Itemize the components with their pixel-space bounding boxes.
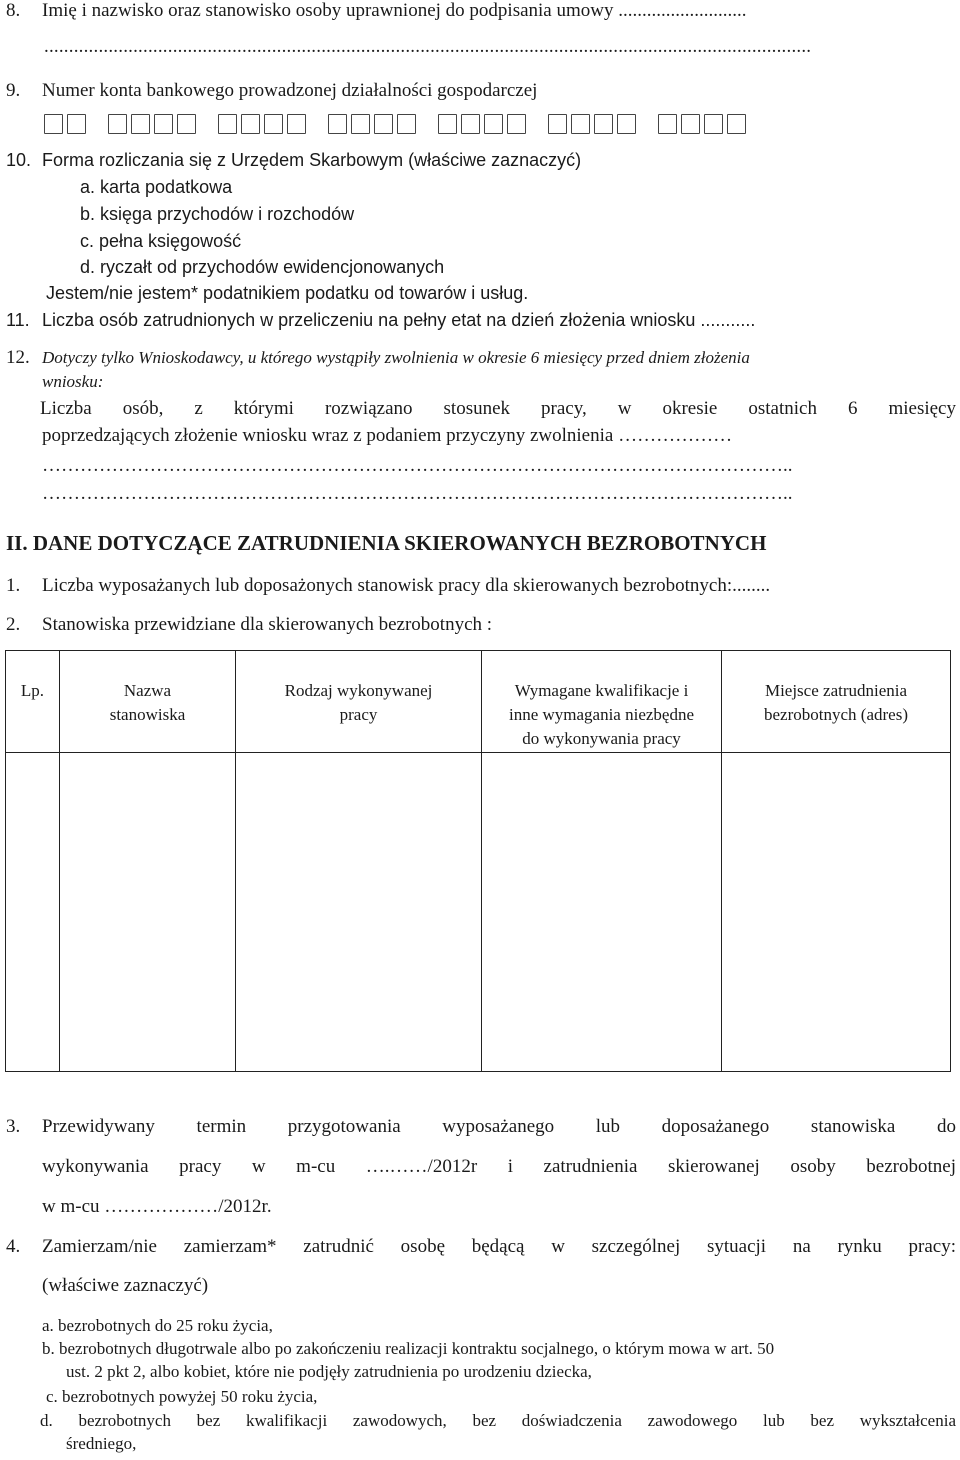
account-digit-box[interactable] [108, 114, 127, 134]
header-rodzaj-line-1: Rodzaj wykonywanej [284, 681, 433, 700]
account-box-group [44, 114, 90, 138]
item-8-text: Imię i nazwisko oraz stanowisko osoby uprawnionej do podpisania umowy ........................... [42, 0, 747, 21]
account-digit-box[interactable] [328, 114, 347, 134]
section-2-item-2-text: Stanowiska przewidziane dla skierowanych bezrobotnych : [42, 614, 493, 635]
special-group-option-a[interactable]: a. bezrobotnych do 25 roku życia, [42, 1316, 273, 1335]
item-8-fill-line[interactable]: ........................................................................................................................................................... [44, 36, 812, 57]
account-box-group [548, 114, 640, 138]
section-2-item-3-line-2[interactable]: wykonywania pracy w m-cu ….……/2012r i zatrudnienia skierowanej osoby bezrobotnej [42, 1156, 956, 1177]
account-digit-box[interactable] [727, 114, 746, 134]
account-digit-box[interactable] [67, 114, 86, 134]
account-digit-box[interactable] [287, 114, 306, 134]
header-lp [6, 651, 60, 753]
item-12-note: Dotyczy tylko Wnioskodawcy, u którego wystąpiły zwolnienia w okresie 6 miesięcy przed dniem złożenia [42, 348, 750, 367]
bank-account-boxes[interactable] [44, 114, 768, 138]
account-digit-box[interactable] [264, 114, 283, 134]
item-9-text: Numer konta bankowego prowadzonej działalności gospodarczej [42, 80, 538, 101]
vat-status-statement[interactable]: Jestem/nie jestem* podatnikiem podatku od towarów i usług. [46, 283, 529, 303]
option-ksiega-przychodow[interactable]: b. księga przychodów i rozchodów [80, 204, 355, 224]
account-box-group [218, 114, 310, 138]
account-digit-box[interactable] [218, 114, 237, 134]
account-digit-box[interactable] [241, 114, 260, 134]
account-digit-box[interactable] [704, 114, 723, 134]
item-11-text[interactable]: Liczba osób zatrudnionych w przeliczeniu na pełny etat na dzień złożenia wniosku ........... [42, 310, 756, 330]
account-box-group [438, 114, 530, 138]
item-11-number: 11. [6, 310, 30, 330]
header-nazwa-line-1: Nazwa [123, 681, 172, 700]
header-wymagane-line-3: do wykonywania pracy [522, 729, 681, 748]
item-12-fill-line-2[interactable]: ……………………………………………………………………………………………………….. [42, 483, 793, 504]
section-2-item-2-number: 2. [6, 614, 21, 635]
item-12-note-cont: wniosku: [42, 372, 104, 391]
header-wymagane [482, 651, 722, 753]
account-digit-box[interactable] [461, 114, 480, 134]
account-digit-box[interactable] [571, 114, 590, 134]
account-digit-box[interactable] [548, 114, 567, 134]
account-digit-box[interactable] [177, 114, 196, 134]
header-rodzaj [236, 651, 482, 753]
item-10-number: 10. [6, 150, 32, 170]
section-2-item-3-line-3[interactable]: w m-cu ………………/2012r. [42, 1196, 272, 1217]
section-2-item-4-line-2: (właściwe zaznaczyć) [42, 1275, 209, 1296]
table-row [6, 753, 951, 1072]
special-group-option-b-cont: ust. 2 pkt 2, albo kobiet, które nie podjęły zatrudnienia po urodzeniu dziecka, [66, 1362, 592, 1381]
account-digit-box[interactable] [617, 114, 636, 134]
account-digit-box[interactable] [154, 114, 173, 134]
section-2-item-1-number: 1. [6, 575, 21, 596]
section-2-item-3-line-1: Przewidywany termin przygotowania wyposażanego lub doposażanego stanowiska do [42, 1116, 956, 1137]
section-2-item-4-number: 4. [6, 1236, 21, 1257]
item-12-line-1: Liczba osób, z którymi rozwiązano stosunek pracy, w okresie ostatnich 6 miesięcy [40, 398, 956, 419]
special-group-option-d[interactable]: d. bezrobotnych bez kwalifikacji zawodowych, bez doświadczenia zawodowego lub bez wykształcenia [40, 1411, 956, 1430]
header-miejsce-line-1: Miejsce zatrudnienia [764, 681, 908, 700]
account-digit-box[interactable] [507, 114, 526, 134]
cell-wymagane[interactable] [482, 753, 722, 1072]
account-digit-box[interactable] [397, 114, 416, 134]
section-2-item-4-line-1: Zamierzam/nie zamierzam* zatrudnić osobę będącą w szczególnej sytuacji na rynku pracy: [42, 1236, 956, 1257]
cell-miejsce[interactable] [722, 753, 951, 1072]
special-group-option-c[interactable]: c. bezrobotnych powyżej 50 roku życia, [46, 1387, 318, 1406]
item-9-number: 9. [6, 80, 21, 101]
item-12-fill-line-1[interactable]: ……………………………………………………………………………………………………….. [42, 455, 793, 476]
option-ryczalt[interactable]: d. ryczałt od przychodów ewidencjonowanych [80, 257, 445, 277]
item-8-number: 8. [6, 0, 21, 21]
account-digit-box[interactable] [131, 114, 150, 134]
account-box-group [108, 114, 200, 138]
account-digit-box[interactable] [484, 114, 503, 134]
account-digit-box[interactable] [438, 114, 457, 134]
account-digit-box[interactable] [681, 114, 700, 134]
special-group-option-b[interactable]: b. bezrobotnych długotrwale albo po zakończeniu realizacji kontraktu socjalnego, o którym mowa w art. 50 [42, 1339, 775, 1358]
header-wymagane-line-1: Wymagane kwalifikacje i [514, 681, 689, 700]
header-rodzaj-line-2: pracy [339, 705, 378, 724]
section-2-item-1-text[interactable]: Liczba wyposażanych lub doposażonych stanowisk pracy dla skierowanych bezrobotnych:........ [42, 575, 771, 596]
header-lp-label: Lp. [20, 681, 45, 700]
item-12-line-2[interactable]: poprzedzających złożenie wniosku wraz z podaniem przyczyny zwolnienia ……………… [42, 425, 733, 446]
header-miejsce-line-2: bezrobotnych (adres) [764, 705, 908, 724]
account-digit-box[interactable] [594, 114, 613, 134]
cell-lp[interactable] [6, 753, 60, 1072]
header-miejsce [722, 651, 951, 753]
option-pelna-ksiegowosc[interactable]: c. pełna księgowość [80, 231, 242, 251]
section-2-heading: II. DANE DOTYCZĄCE ZATRUDNIENIA SKIEROWANYCH BEZROBOTNYCH [6, 531, 767, 555]
table-header-row [6, 651, 951, 753]
option-karta-podatkowa[interactable]: a. karta podatkowa [80, 177, 233, 197]
header-nazwa [60, 651, 236, 753]
positions-table [5, 650, 951, 1072]
account-digit-box[interactable] [351, 114, 370, 134]
account-box-group [658, 114, 750, 138]
cell-rodzaj[interactable] [236, 753, 482, 1072]
item-12-number: 12. [6, 347, 30, 368]
account-digit-box[interactable] [658, 114, 677, 134]
header-wymagane-line-2: inne wymagania niezbędne [508, 705, 695, 724]
item-10-text: Forma rozliczania się z Urzędem Skarbowym (właściwe zaznaczyć) [42, 150, 582, 170]
cell-nazwa[interactable] [60, 753, 236, 1072]
account-box-group [328, 114, 420, 138]
special-group-option-d-cont: średniego, [66, 1434, 137, 1453]
header-nazwa-line-2: stanowiska [109, 705, 186, 724]
account-digit-box[interactable] [374, 114, 393, 134]
account-digit-box[interactable] [44, 114, 63, 134]
section-2-item-3-number: 3. [6, 1116, 21, 1137]
